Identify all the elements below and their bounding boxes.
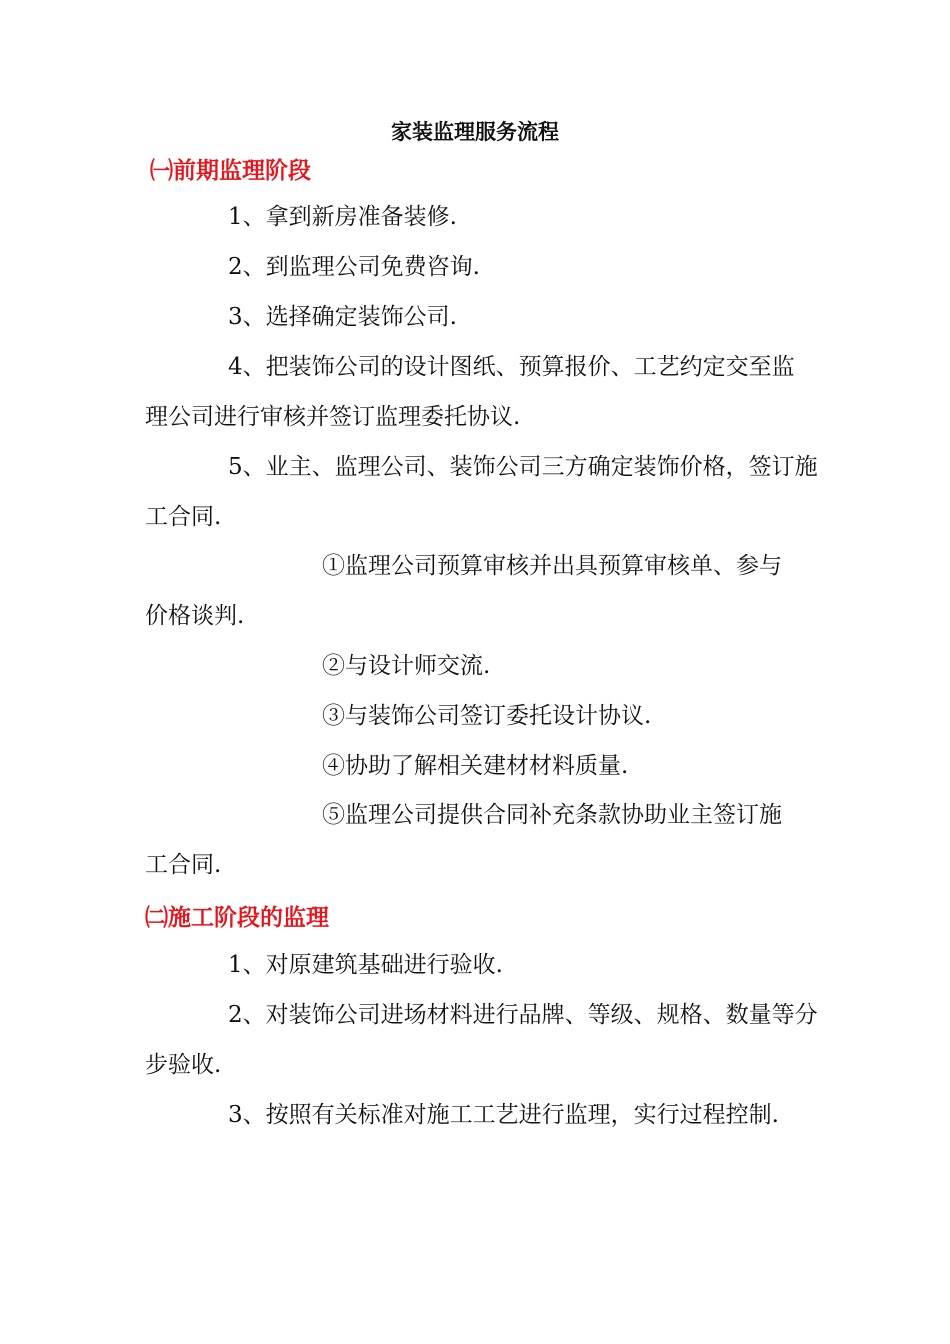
sub-list-item: ③与装饰公司签订委托设计协议.	[322, 703, 652, 729]
list-item: 5、业主、监理公司、装饰公司三方确定装饰价格，签订施	[228, 454, 818, 480]
sub-list-item: ④协助了解相关建材材料质量.	[322, 753, 629, 779]
sub-list-item: ②与设计师交流.	[322, 653, 491, 679]
list-item: 3、按照有关标准对施工工艺进行监理，实行过程控制.	[228, 1102, 779, 1128]
list-item: 4、把装饰公司的设计图纸、预算报价、工艺约定交至监	[228, 354, 795, 380]
list-item-continuation: 理公司进行审核并签订监理委托协议.	[145, 404, 521, 430]
sub-list-item: ①监理公司预算审核并出具预算审核单、参与	[322, 553, 782, 579]
sub-list-item-continuation: 价格谈判.	[145, 603, 245, 629]
section-heading-pre-stage: ㈠前期监理阶段	[150, 158, 311, 184]
list-item: 3、选择确定装饰公司.	[228, 304, 457, 330]
document-title: 家装监理服务流程	[391, 120, 559, 144]
list-item: 2、对装饰公司进场材料进行品牌、等级、规格、数量等分	[228, 1002, 818, 1028]
sub-list-item-continuation: 工合同.	[145, 852, 222, 878]
list-item: 1、对原建筑基础进行验收.	[228, 952, 503, 978]
section-heading-construction-stage: ㈡施工阶段的监理	[145, 905, 329, 931]
list-item-continuation: 工合同.	[145, 504, 222, 530]
list-item: 1、拿到新房准备装修.	[228, 204, 457, 230]
sub-list-item: ⑤监理公司提供合同补充条款协助业主签订施	[322, 802, 782, 828]
list-item-continuation: 步验收.	[145, 1052, 222, 1078]
list-item: 2、到监理公司免费咨询.	[228, 254, 480, 280]
